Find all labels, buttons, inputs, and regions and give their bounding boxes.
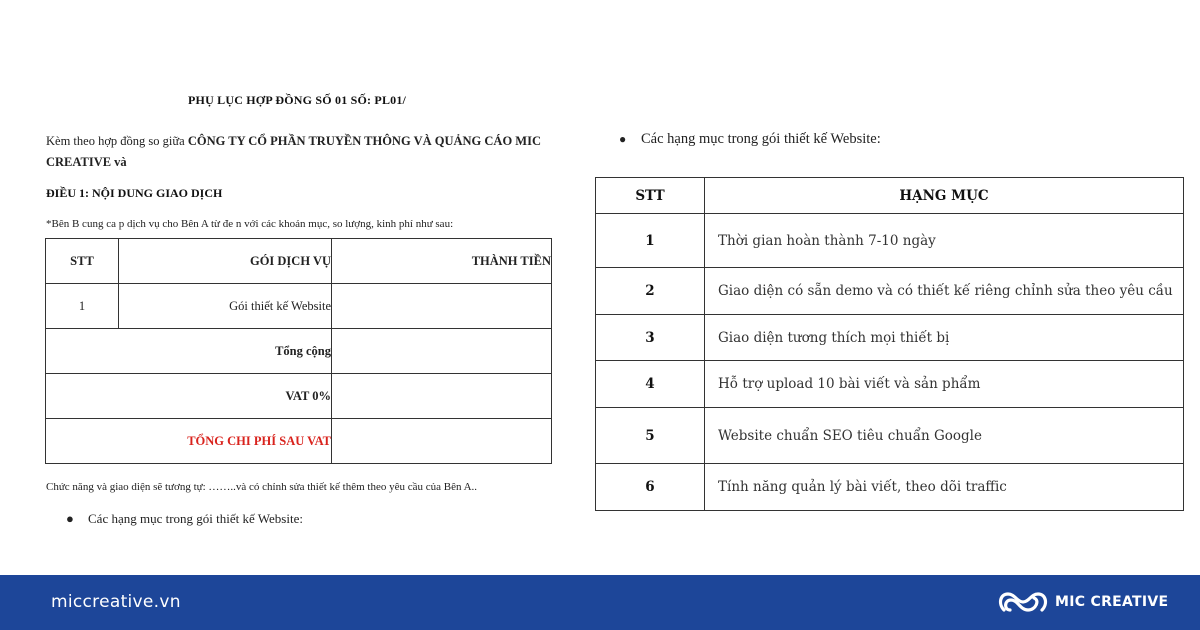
item-stt: 6 [596,464,705,511]
item-text: Hỗ trợ upload 10 bài viết và sản phẩm [705,361,1184,408]
item-text: Tính năng quản lý bài viết, theo dõi traffic [705,464,1184,511]
table-row [596,315,1184,361]
bullet-left-text: Các hạng mục trong gói thiết kế Website: [88,511,303,526]
header-amount: THÀNH TIỀN [332,239,552,284]
table-row [596,268,1184,315]
table-row [46,284,552,329]
table-row [596,464,1184,511]
item-stt: 1 [596,214,705,268]
bullet-right [619,131,881,148]
vat-row [46,374,552,419]
bullet-left [66,511,303,527]
item-text: Giao diện tương thích mọi thiết bị [705,315,1184,361]
table-row [596,408,1184,464]
bullet-right-text: Các hạng mục trong gói thiết kế Website: [641,131,881,147]
row-service: Gói thiết kế Website [119,284,332,329]
item-text: Thời gian hoàn thành 7-10 ngày [705,214,1184,268]
items-header-row [596,178,1184,214]
item-stt: 3 [596,315,705,361]
table-row [596,214,1184,268]
items-header-item: HẠNG MỤC [705,178,1184,214]
table-header-row [46,239,552,284]
intro-prefix: Kèm theo hợp đồng so giữa [46,134,188,148]
grand-total-amount [332,419,552,464]
bullet-dot-icon: ● [66,511,74,526]
intro-paragraph [46,131,586,173]
item-text: Giao diện có sẵn demo và có thiết kế riêng chỉnh sửa theo yêu cầu [705,268,1184,315]
intro-company: CÔNG TY CỔ PHẦN TRUYỀN THÔNG VÀ QUẢNG CÁO MIC CREATIVE và [46,134,541,169]
vat-amount [332,374,552,419]
item-stt: 2 [596,268,705,315]
table-row [596,361,1184,408]
service-table [45,238,552,464]
footer-brand-name: MIC CREATIVE [1055,594,1169,610]
total-row [46,329,552,374]
service-note: *Bên B cung ca p dịch vụ cho Bên A từ đe n với các khoản mục, so lượng, kinh phí như sau: [46,218,454,230]
bullet-dot-icon: ● [619,132,627,146]
header-stt: STT [46,239,119,284]
vat-label: VAT 0% [46,374,332,419]
row-stt: 1 [46,284,119,329]
grand-total-label: TỔNG CHI PHÍ SAU VAT [46,419,332,464]
item-stt: 5 [596,408,705,464]
function-note: Chức năng và giao diện sẽ tương tự: ……..và có chỉnh sửa thiết kế thêm theo yêu cầu của Bên A.. [46,481,478,493]
item-stt: 4 [596,361,705,408]
grand-total-row [46,419,552,464]
total-amount [332,329,552,374]
header-service: GÓI DỊCH VỤ [119,239,332,284]
article-heading: ĐIỀU 1: NỘI DUNG GIAO DỊCH [46,186,223,200]
appendix-title: PHỤ LỤC HỢP ĐỒNG SỐ 01 SỐ: PL01/ [188,93,407,107]
total-label: Tổng cộng [46,329,332,374]
mic-creative-logo-icon [998,588,1048,616]
item-text: Website chuẩn SEO tiêu chuẩn Google [705,408,1184,464]
footer-site-link[interactable]: miccreative.vn [51,592,181,612]
items-header-stt: STT [596,178,705,214]
items-table [595,177,1184,511]
row-amount [332,284,552,329]
